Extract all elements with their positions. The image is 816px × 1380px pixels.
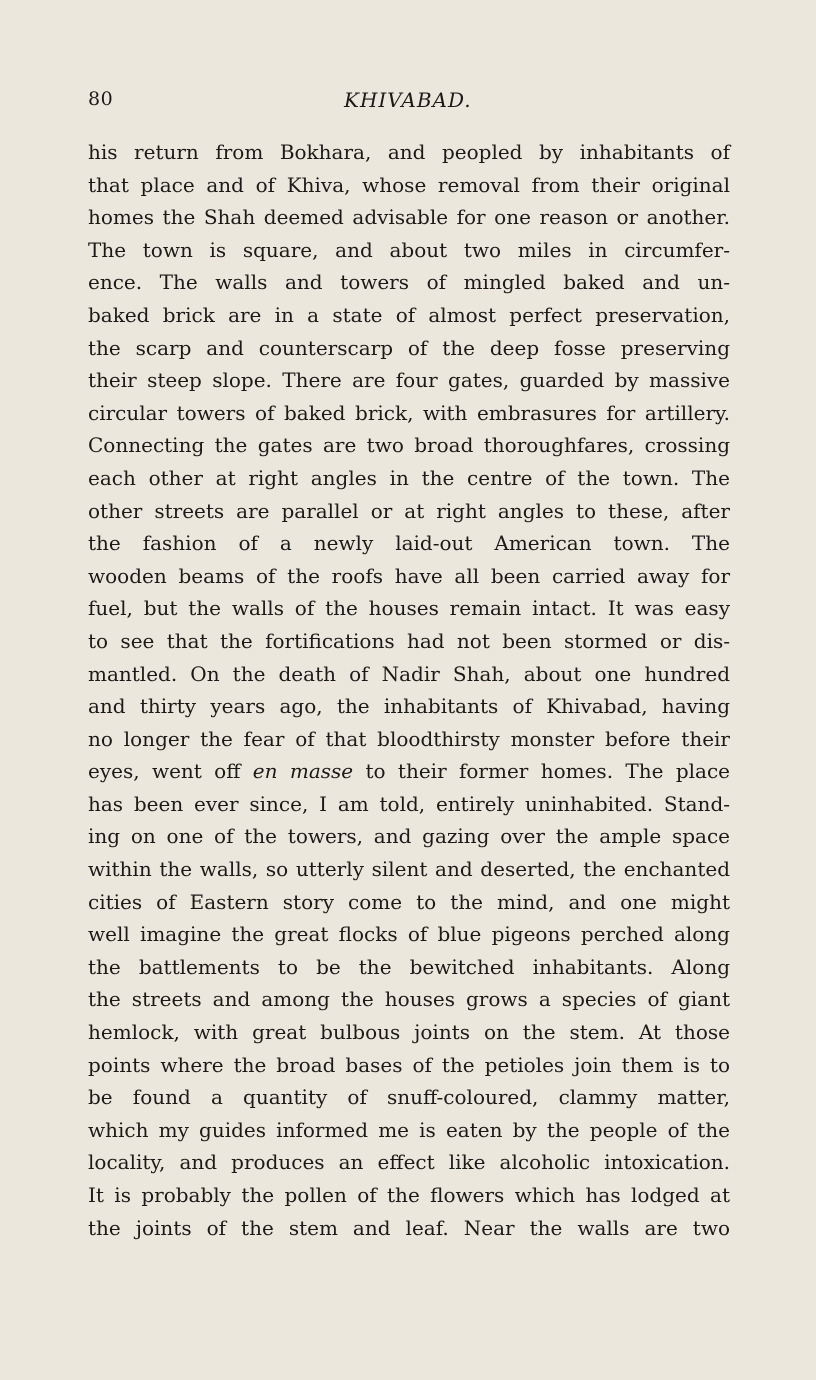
text-line: The town is square, and about two miles in circumfer- (88, 237, 730, 262)
text-line: their steep slope. There are four gates, guarded by massive (88, 368, 730, 393)
text-line: to see that the fortifications had not been stormed or dis- (88, 628, 730, 653)
text-line: other streets are parallel or at right angles to these, after (88, 498, 730, 523)
text-line: ence. The walls and towers of mingled baked and un- (88, 270, 730, 295)
text-line: fuel, but the walls of the houses remain intact. It was easy (88, 596, 730, 621)
text-line: points where the broad bases of the petioles join them is to (88, 1052, 730, 1077)
text-line: the battlements to be the bewitched inhabitants. Along (88, 954, 730, 979)
text-line: Connecting the gates are two broad thoroughfares, crossing (88, 433, 730, 458)
text-line: the fashion of a newly laid-out American town. The (88, 531, 730, 556)
line-text-after: to their former homes. The place (365, 759, 730, 784)
text-line: cities of Eastern story come to the mind, and one might (88, 889, 730, 914)
text-line: and thirty years ago, the inhabitants of Khivabad, having (88, 694, 730, 719)
text-line: ing on one of the towers, and gazing over the ample space (88, 824, 730, 849)
text-line: circular towers of baked brick, with embrasures for artillery. (88, 400, 730, 425)
text-line: his return from Bokhara, and peopled by inhabitants of (88, 140, 730, 164)
page-number: 80 (88, 88, 114, 110)
text-line: mantled. On the death of Nadir Shah, about one hundred (88, 661, 730, 686)
text-line: the streets and among the houses grows a species of giant (88, 987, 730, 1012)
running-head (88, 88, 728, 116)
text-line-with-italic (88, 755, 730, 788)
text-line: baked brick are in a state of almost perfect preservation, (88, 302, 730, 327)
text-line: no longer the fear of that bloodthirsty monster before their (88, 726, 730, 751)
text-line: wooden beams of the roofs have all been carried away for (88, 563, 730, 588)
text-line: homes the Shah deemed advisable for one reason or another. (88, 205, 730, 230)
text-line: within the walls, so utterly silent and deserted, the enchanted (88, 857, 730, 882)
text-line: that place and of Khiva, whose removal from their original (88, 172, 730, 197)
body-text (88, 136, 730, 1244)
text-line: well imagine the great flocks of blue pigeons perched along (88, 922, 730, 947)
text-line: locality, and produces an effect like alcoholic intoxication. (88, 1150, 730, 1175)
text-line: hemlock, with great bulbous joints on the stem. At those (88, 1020, 730, 1045)
text-line: the joints of the stem and leaf. Near the walls are two (88, 1215, 730, 1240)
running-title: KHIVABAD. (344, 88, 472, 112)
text-line: be found a quantity of snuff-coloured, clammy matter, (88, 1085, 730, 1110)
text-line: which my guides informed me is eaten by the people of the (88, 1117, 730, 1142)
line-text-before: eyes, went off (88, 759, 241, 784)
text-line: It is probably the pollen of the flowers which has lodged at (88, 1183, 730, 1207)
text-line: the scarp and counterscarp of the deep fosse preserving (88, 335, 730, 360)
italic-phrase: en masse (252, 759, 354, 784)
text-line: each other at right angles in the centre of the town. The (88, 465, 730, 490)
text-line: has been ever since, I am told, entirely uninhabited. Stand- (88, 791, 730, 816)
